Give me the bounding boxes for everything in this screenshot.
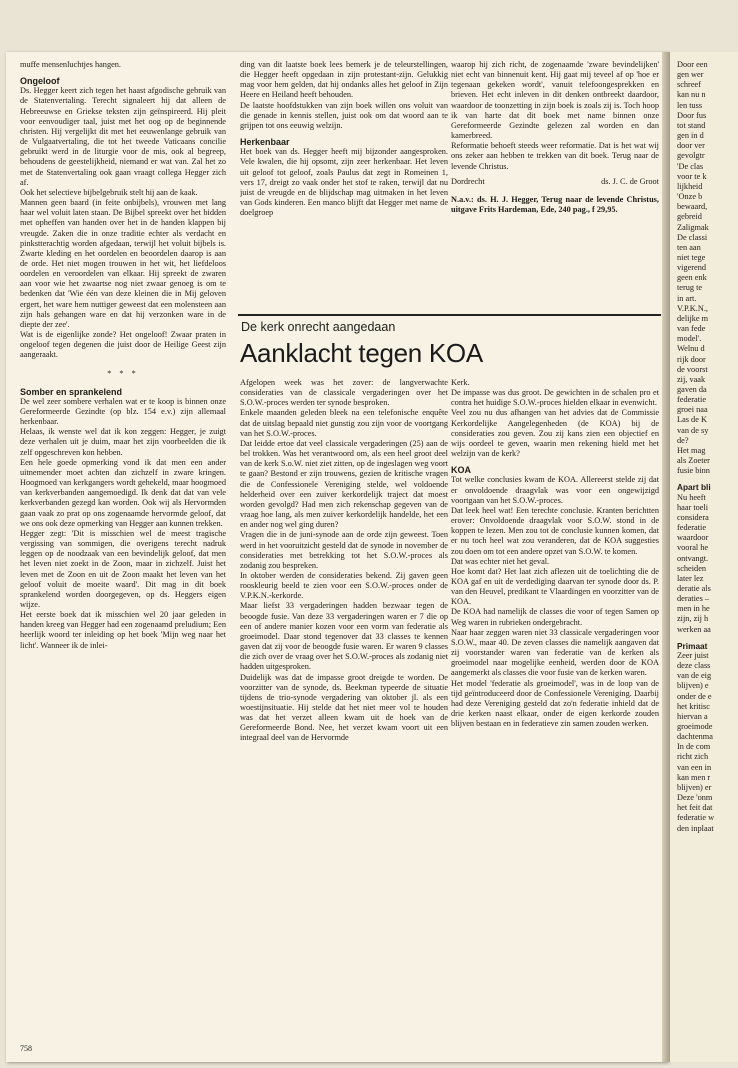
facing-text-line: Door fus xyxy=(677,110,707,120)
facing-text-line: Las de K xyxy=(677,415,707,425)
subheading-koa: KOA xyxy=(451,465,471,476)
facing-text-line: Deze 'onm xyxy=(677,793,713,803)
facing-text-line: federatie w xyxy=(677,813,715,823)
book-credit: N.a.v.: ds. H. J. Hegger, Terug naar de levende Christus, uitgave Frits Hardeman, Ede, 240 pag., f 29,95. xyxy=(451,194,659,215)
facing-text-line: scheiden xyxy=(677,563,707,573)
facing-text-line: Zaligmak xyxy=(677,222,709,232)
signature xyxy=(451,177,659,187)
signature-author: ds. J. C. de Groot xyxy=(601,176,659,186)
facing-text-line: dachtenma xyxy=(677,732,713,742)
facing-subheading: Apart bli xyxy=(677,482,711,493)
facing-text-line: van fede xyxy=(677,324,706,334)
facing-text-line: werken aa xyxy=(677,624,711,634)
paragraph: Het boek van ds. Hegger heeft mij bijzonder aangesproken. Vele kwalen, die hij opsomt, zijn zeer herkenbaar. Het leven uit geloof tot geloof, zoals Paulus dat zegt in Romeinen 1, vers 17, dreigt zo vaak onder het stof te raken, terwijl dat nu juist de vreugde en de blijdschap mag uitmaken in het leven van Gods kinderen. Een manco blijft dat Hegger met name de doelgroep xyxy=(240,147,448,218)
paragraph: waarop hij zich richt, de zogenaamde 'zware bevindelijken' niet echt van binnenuit kent. Hij gaat mij teveel af op 'hoe er tegenaan gekeken wordt', vanuit telefoongesprekken en brieven. Het echt inleven in dit denken ontbreekt daardoor, waardoor de toonzetting in zijn boek is zoals zij is. Toch hoop ik van harte dat dit boek met name binnen onze Gereformeerde Gezindte gelezen zal worden en dan kamerbreed. xyxy=(451,60,659,141)
facing-text-line: model'. xyxy=(677,334,702,344)
facing-text-line: deraties – xyxy=(677,594,710,604)
facing-text-line: geen enk xyxy=(677,273,707,283)
section-divider: * * * xyxy=(107,368,139,378)
facing-text-line: de? xyxy=(677,435,689,445)
facing-text-line: len tuss xyxy=(677,100,703,110)
paragraph: Het eerste boek dat ik misschien wel 20 jaar geleden in handen kreeg van Hegger had een zogenaamd preludium; Een heerlijk woord ter inleiding op het boek 'Mijn weg naar het licht'. Wanneer ik de inlei- xyxy=(20,610,226,650)
facing-text-line: bewaard, xyxy=(677,202,708,212)
facing-text-line: hiervan a xyxy=(677,711,708,721)
facing-text-line: haar toeli xyxy=(677,502,709,512)
facing-text-line: kan nu n xyxy=(677,90,706,100)
facing-text-line: Zeer juist xyxy=(677,650,709,660)
paragraph: Afgelopen week was het zover: de langverwachte consideraties van de classicale vergaderingen over het S.O.W.-proces werden ter synode besproken. xyxy=(240,378,448,408)
facing-text-line: Welnu d xyxy=(677,344,705,354)
facing-text-line: schreef xyxy=(677,80,701,90)
facing-text-line: het feit dat xyxy=(677,803,713,813)
facing-text-line: De classi xyxy=(677,232,708,242)
facing-text-line: 'De clas xyxy=(677,161,704,171)
paragraph: Enkele maanden geleden bleek na een telefonische enquête dat de uitslag bepaald niet gunstig zou zijn voor de voortgang van het S.O.W.-proces. xyxy=(240,408,448,438)
facing-page-column xyxy=(677,60,738,1020)
facing-text-line: richt zich xyxy=(677,752,709,762)
facing-text-line: door ver xyxy=(677,141,705,151)
facing-text-line: delijke m xyxy=(677,313,709,323)
facing-text-line: blijven) er xyxy=(677,782,712,792)
facing-text-line: voor te k xyxy=(677,171,707,181)
paragraph: Wat is de eigenlijke zonde? Het ongeloof! Zwaar praten in ongeloof tegen degenen die juist door de Heilige Geest zijn aangeraakt. xyxy=(20,330,226,360)
paragraph: De laatste hoofdstukken van zijn boek willen ons voluit van die genade in kennis stellen, juist ook om dat woord aan te grijpen tot ons eeuwig welzijn. xyxy=(240,100,448,130)
paragraph: Ds. Hegger keert zich tegen het haast afgodische gebruik van de Statenvertaling. Terecht signaleert hij dat alleen de Hebreeuwse en Griekse teksten zijn geïnspireerd. Hij pleit voor eenvoudiger taal, juist met het oog op de beginnende christen. Hij vergelijkt dit met het eeuwenlange gebruik van de Vulgaatvertaling, die tot het tweede Vaticaans concilie gebruikt werd in de liturgie voor de mis, ook al begreep, behoudens de geestelijkheid, niemand er wat van. Zal het zo met de Statenvertaling ook gaan vraagt collega Hegger zich af. xyxy=(20,86,226,187)
facing-subheading: Primaat xyxy=(677,640,708,651)
facing-text-line: waardoor xyxy=(677,533,709,543)
facing-text-line: gevolgtr xyxy=(677,151,705,161)
facing-text-line: gebreid xyxy=(677,212,702,222)
subheading-ongeloof: Ongeloof xyxy=(20,76,60,87)
facing-text-line: de voorst xyxy=(677,364,708,374)
facing-text-line: vigerend xyxy=(677,263,707,273)
facing-text-line: rijk door xyxy=(677,354,706,364)
facing-text-line: deze class xyxy=(677,661,711,671)
facing-text-line: gen wer xyxy=(677,70,704,80)
facing-text-line: terug te xyxy=(677,283,703,293)
paragraph: Dat leek heel wat! Een terechte conclusie. Kranten berichtten erover: Onvoldoende draagvlak voor S.O.W. stond in de koppen te lezen. Men zou tot de conclusie kunnen komen, dat er nu toch heel wat zou veranderen, dat de KOA suggesties zou doen om tot een andere opzet van S.O.W. te komen. xyxy=(451,505,659,556)
paragraph: Tot welke conclusies kwam de KOA. Allereerst stelde zij dat er onvoldoende draagvlak was voor een ongewijzigd voortgaan van het S.O.W.-proces. xyxy=(451,475,659,505)
paragraph: Het model 'federatie als groeimodel', was in de loop van de tijd geïntroduceerd door de Confessionele Vereniging. Daarbij had deze Vereniging gesteld dat zo'n federatie inhield dat de drie kerken naast elkaar, onder de eigen kerkorde zouden blijven bestaan en in federatieve zin samen zouden werken. xyxy=(451,678,659,729)
paragraph: Hegger zegt: 'Dit is misschien wel de meest tragische vergissing van sommigen, die overigens terecht nadruk leggen op de noodzaak van een bevindelijk geloof, dat men het leven niet zoekt in de Zoon, maar in zichzelf. Juist het leven met de Zoon en uit de Zoon maakt het leven van het geloof voluit de moeite waard'. Dit mag in dit boek sprankelend worden doorgegeven, op ds. Heggers eigen wijze. xyxy=(20,528,226,609)
column-5 xyxy=(451,378,659,1018)
facing-text-line: als Zoeter xyxy=(677,456,710,466)
facing-text-line: Het mag xyxy=(677,445,706,455)
signature-place: Dordrecht xyxy=(451,176,485,186)
paragraph: Reformatie behoeft steeds weer reformatie. Dat is het wat wij ons zeker aan hebben te trekken van dit boek. Terug naar de levende Christus. xyxy=(451,141,659,171)
section-rule xyxy=(238,314,661,316)
facing-text-line: Door een xyxy=(677,60,708,69)
facing-text-line: Nu heeft xyxy=(677,492,706,502)
facing-text-line: gen in d xyxy=(677,131,704,141)
facing-text-line: 'Onze b xyxy=(677,192,703,202)
facing-text-line: gaven da xyxy=(677,385,707,394)
paragraph: muffe mensenluchtjes hangen. xyxy=(20,60,121,69)
paragraph: Naar haar zeggen waren niet 33 classicale vergaderingen voor S.O.W., maar 40. De zeven classes die namelijk aangaven dat zij voorstander waren van federatie van de kerken als groeimodel naar mogelijke eenheid, werden door de KOA aangemerkt als classes die voor fusie van de kerken waren. xyxy=(451,627,659,678)
facing-text-line: blijven) e xyxy=(677,681,709,691)
page-number: 758 xyxy=(20,1044,32,1053)
facing-text-line: van de sy xyxy=(677,425,709,435)
facing-text-line: ten aan xyxy=(677,242,701,252)
facing-text-line: den inplaat xyxy=(677,823,714,833)
facing-text-line: men in he xyxy=(677,604,710,614)
facing-text-line: van een in xyxy=(677,762,712,772)
paragraph: Kerk. xyxy=(451,378,470,387)
facing-text-line: federatie xyxy=(677,523,707,533)
facing-text-line: onder de e xyxy=(677,691,712,701)
facing-text-line: van de eig xyxy=(677,671,712,681)
facing-text-line: zij, vaak xyxy=(677,374,706,384)
column-2 xyxy=(240,60,448,292)
paragraph: ding van dit laatste boek lees bemerk je de teleurstellingen, die Hegger heeft opgedaan in zijn protestant-zijn. Gelukkig mag voor hem gelden, dat hij ondanks alles het geloof in Zijn Heere en Heiland heeft behouden. xyxy=(240,60,448,100)
column-4 xyxy=(240,378,448,1018)
facing-text-line: vooral he xyxy=(677,543,709,553)
paragraph: Hoe komt dat? Het laat zich aflezen uit de toelichting die de KOA gaf en uit de verdediging daarvan ter synode door ds. P. van den Heuvel, predikant te Vlaardingen en voorzitter van de KOA. xyxy=(451,566,659,607)
facing-text-line: kan men r xyxy=(677,772,711,782)
paragraph: Dat was echter niet het geval. xyxy=(451,556,550,566)
facing-text-line: het kritisc xyxy=(677,701,710,711)
subheading-somber: Somber en sprankelend xyxy=(20,386,123,397)
paragraph: Ook het selectieve bijbelgebruik stelt hij aan de kaak. xyxy=(20,187,198,197)
paragraph: Mannen geen baard (in feite onbijbels), vrouwen met lang haar wel voluit laten staan. De Bijbel spreekt over het bidden met opheffen van handen over het in de handen klappen bij vreugde. Zaken die in onze traditie echter als verdacht en pinkstterachtig worden afgedaan, terwijl het voluit bijbels is. Zwarte kleding en het oordelen en beoordelen daarop is aan de orde. Het niet mogen trouwen in het wit, het liefdeloos oordelen en veroordelen van elkaar. Hij spreekt de zwaren aan voor wie het zwaartse nog niet zwaar genoeg is om te bedenken dat 'Wie één van deze kleinen die in Mij geloven ergert, het ware hem nuttiger geweest dat een molensteen aan zijn hals gehangen ware en dat hij verzonken ware in de diepte der zee'. xyxy=(20,198,226,329)
facing-text-line: considera xyxy=(677,512,709,522)
column-1 xyxy=(20,60,226,1010)
facing-text-line: in art. xyxy=(677,293,697,303)
paragraph: Vragen die in de juni-synode aan de orde zijn geweest. Toen werd in het vooruitzicht gesteld dat de synode in november de consideraties met betrekking tot het S.O.W.-proces als zodanig zou bespreken. xyxy=(240,530,448,570)
article-headline: Aanklacht tegen KOA xyxy=(240,338,483,368)
paragraph: Een hele goede opmerking vond ik dat men een ander uitnemender moet achten dan zichzelf in zware kringen. Hoogmoed van kerkgangers wordt gehekeld, maar hoogmoed van kerkverbanden aangemoedigd. Ik denk dat dat van vele kerkverbanden gezegd kan worden. Ook wij als Hervormden gaan vaak zo prat op ons zogenaamde hervormde geloof, dat we ons ook deze opmerking van Hegger aan kunnen trekken. xyxy=(20,457,226,528)
facing-text-line: tot stand xyxy=(677,120,706,130)
page-gutter xyxy=(662,52,670,1062)
facing-text-line: federatie xyxy=(677,395,707,405)
facing-text-line: later lez xyxy=(677,573,704,583)
facing-text-line: groeimode xyxy=(677,722,713,731)
paragraph: Veel zou nu dus afhangen van het advies dat de Commissie Kerkordelijke Aangelegenheden (de KOA) bij de consideraties zou geven. Zou zij kans zien een objectief en wijs oordeel te geven, waarin men rekening hield met het welzijn van de kerk? xyxy=(451,408,659,459)
paragraph: De wel zeer sombere verhalen wat er te koop is binnen onze Gereformeerde Gezindte (op blz. 154 e.v.) zijn allemaal herkenbaar. xyxy=(20,396,226,427)
paragraph: De impasse was dus groot. De gewichten in de schalen pro et contra het huidige S.O.W.-proces hielden elkaar in evenwicht. xyxy=(451,388,659,408)
subheading-herkenbaar: Herkenbaar xyxy=(240,137,290,148)
facing-text-line: zijn, zij h xyxy=(677,614,709,624)
facing-text-line: groei naa xyxy=(677,405,708,415)
facing-text-line: ontvangt. xyxy=(677,553,709,563)
paragraph: De KOA had namelijk de classes die voor of tegen Samen op Weg waren in rubrieken ondergebracht. xyxy=(451,607,659,627)
facing-text-line: In de com xyxy=(677,742,711,752)
paragraph: Maar liefst 33 vergaderingen hadden bezwaar tegen de beoogde fusie. Van deze 33 vergaderingen waren er 7 die op een of andere manier kozen voor een vorm van federatie als groeimodel. Daar stond tegenover dat 33 classes te kennen gaven dat zij voor de beoogde fusie waren. Er waren 9 classes die zich over de vraag over het S.O.W.-proces als zodanig niet hadden uitgesproken. xyxy=(240,601,448,672)
article-kicker: De kerk onrecht aangedaan xyxy=(241,320,396,334)
facing-text-line: fusie binn xyxy=(677,466,710,476)
column-3 xyxy=(451,60,659,292)
paragraph: Dat leidde ertoe dat veel classicale vergaderingen (25) aan de bel trokken. Was het verantwoord om, als een heel groot deel van de kerk S.o.W. niet ziet zitten, op de ingeslagen weg voort te gaan? Bestond er zijn trouwens, gezien de kritische vragen die de Confessionele Vereniging stelde, wel voldoende helderheid over een zuiver kerkordelijk traject dat moest worden gevolgd? Had men zich rekenschap gegeven van de vraag hoe lang, als men zuiver kerkordelijk handelde, het een en ander nog wel ging duren? xyxy=(240,438,448,530)
paragraph: Duidelijk was dat de impasse groot dreigde te worden. De voorzitter van de synode, ds. Beekman typeerde de situatie tijdens de trio-synode vergadering van oktober jl. als een woestijnsituatie. Hij stelde dat het niet meer vol te houden was dat het verzet alleen kwam uit de hoek van de Gereformeerde Bond. Nee, het verzet kwam voort uit een integraal deel van de Hervormde xyxy=(240,672,448,743)
paragraph: In oktober werden de consideraties bekend. Zij gaven geen rooskleurig beeld te zien voor een S.O.W.-proces onder de V.P.K.N.-kerkorde. xyxy=(240,570,448,601)
facing-text-line: deratie als xyxy=(677,583,711,593)
facing-text-line: lijkheid xyxy=(677,181,703,191)
paragraph: Helaas, ik wenste wel dat ik kon zeggen: Hegger, je zuigt deze verhalen uit je duim, maar het zijn voorbeelden die ik zelf opgeschreven kon hebben. xyxy=(20,427,226,457)
facing-text-line: niet tege xyxy=(677,252,706,262)
facing-text-line: V.P.K.N., xyxy=(677,303,708,313)
